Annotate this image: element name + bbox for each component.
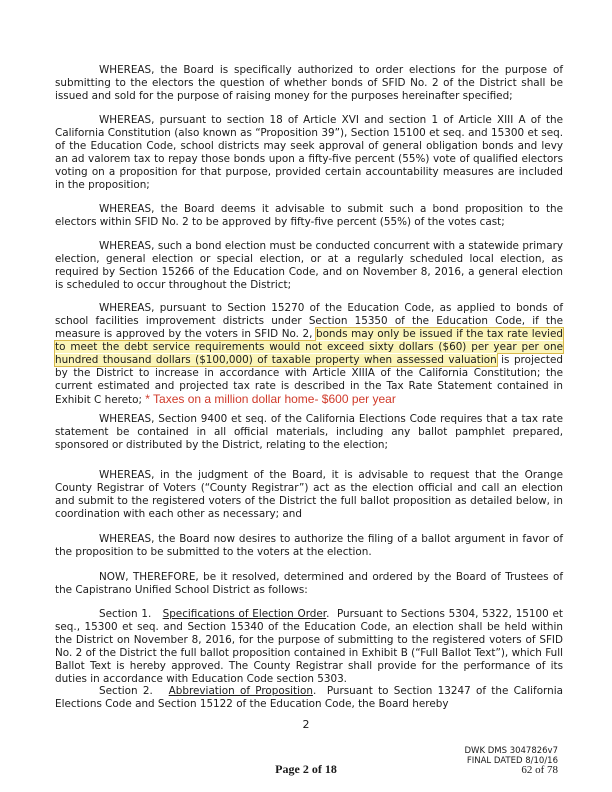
paragraph-text: WHEREAS, such a bond election must be conducted concurrent with a statewide primary election, general election or special election, or at a regularly scheduled local election, as required by Section 15266 of the Education Code, and on November 8, 2016, a general election is scheduled to occur throughout the District;	[55, 240, 563, 291]
page-of-total: Page 2 of 18	[275, 762, 337, 776]
paragraph-text: is projected by the District to increase in accordance with Article XIIIA of the California Constitution; the current estimated and projected tax rate is described in the Tax Rate Statement contained in Exhibit C hereto;	[55, 354, 563, 406]
handwritten-annotation: * Taxes on a million dollar home- $600 per year	[145, 392, 396, 406]
paragraph-whereas-concurrent-election	[55, 240, 563, 292]
document-id: DWK DMS 3047826v7	[464, 746, 558, 756]
section-title: Specifications of Election Order	[162, 608, 327, 620]
paragraph-now-therefore	[55, 571, 563, 597]
paragraph-text: WHEREAS, pursuant to section 18 of Article XVI and section 1 of Article XIII A of the California Constitution (also known as “Proposition 39”), Section 15100 et seq. and 15300 et seq. of the Education Code, school districts may seek approval of general obligation bonds and levy an ad valorem tax to repay those bonds upon a fifty-five percent (55%) vote of qualified electors voting on a proposition for that purpose, provided certain accountability measures are included in the proposition;	[55, 114, 563, 191]
packet-page-count: 62 of 78	[521, 764, 558, 776]
paragraph-text: WHEREAS, the Board deems it advisable to submit such a bond proposition to the electors within SFID No. 2 to be approved by fifty-five percent (55%) of the votes cast;	[55, 203, 563, 228]
section-text: Pursuant to Sections 5304, 5322, 15100 et seq., 15300 et seq. and Section 15340 of the Education Code, an election shall be held within the District on November 8, 2016, for the purpose of submitting to the registered voters of SFID No. 2 of the District the full ballot proposition contained in Exhibit B (“Full Ballot Text”), which Full Ballot Text is hereby approved. The County Registrar shall provide for the performance of its duties in accordance with Education Code section 5303.	[55, 608, 563, 685]
paragraph-whereas-elections-code	[55, 413, 563, 452]
paragraph-text: WHEREAS, in the judgment of the Board, it is advisable to request that the Orange County Registrar of Voters (“County Registrar”) act as the election official and call an election and submit to the registered voters of the District the full ballot proposition as detailed below, in coordination with each other as necessary; and	[55, 469, 563, 520]
section-2: Section 2. Abbreviation of Proposition. Pursuant to Section 13247 of the California Elections Code and Section 15122 of the Education Code, the Board hereby	[55, 685, 563, 710]
paragraph-whereas-ballot-argument	[55, 533, 563, 559]
highlighted-tax-limit: bonds may only be issued if the tax rate levied to meet the debt service requirements would not exceed sixty dollars ($60) per year per one hundred thousand dollars ($100,000) of taxable property when assessed valuation	[55, 328, 563, 366]
paragraph-text: WHEREAS, Section 9400 et seq. of the California Elections Code requires that a tax rate statement be contained in all official materials, including any ballot pamphlet prepared, sponsored or distributed by the District, relating to the election;	[55, 413, 563, 451]
paragraph-text: WHEREAS, the Board is specifically authorized to order elections for the purpose of submitting to the electors the question of whether bonds of SFID No. 2 of the District shall be issued and sold for the purpose of raising money for the purposes hereinafter specified;	[55, 64, 563, 102]
paragraph-whereas-deems-advisable	[55, 203, 563, 229]
page-number: 2	[302, 718, 310, 731]
section-title: Abbreviation of Proposition	[168, 685, 313, 697]
paragraph-whereas-authorized	[55, 64, 563, 103]
paragraph-text: WHEREAS, the Board now desires to authorize the filing of a ballot argument in favor of the proposition to be submitted to the voters at the election.	[55, 533, 563, 558]
section-label: Section 1.	[99, 608, 152, 620]
section-label: Section 2.	[99, 685, 153, 697]
paragraph-whereas-proposition-39	[55, 114, 563, 192]
paragraph-whereas-county-registrar	[55, 469, 563, 521]
paragraph-whereas-tax-rate	[55, 302, 563, 407]
section-text: Pursuant to Section 13247 of the California Elections Code and Section 15122 of the Education Code, the Board hereby	[55, 685, 563, 710]
paragraph-text: NOW, THEREFORE, be it resolved, determined and ordered by the Board of Trustees of the Capistrano Unified School District as follows:	[55, 571, 563, 596]
section-1: Section 1. Specifications of Election Order. Pursuant to Sections 5304, 5322, 15100 et seq., 15300 et seq. and Section 15340 of the Education Code, an election shall be held within the District on November 8, 2016, for the purpose of submitting to the registered voters of SFID No. 2 of the District the full ballot proposition contained in Exhibit B (“Full Ballot Text”), which Full Ballot Text is hereby approved. The County Registrar shall provide for the performance of its duties in accordance with Education Code section 5303.	[55, 608, 563, 685]
final-dated: FINAL DATED 8/10/16	[466, 756, 558, 766]
paragraph-text: WHEREAS, pursuant to Section 15270 of the Education Code, as applied to bonds of school facilities improvement districts under Section 15350 of the Education Code, if the measure is approved by the voters in SFID No. 2,	[55, 302, 563, 340]
